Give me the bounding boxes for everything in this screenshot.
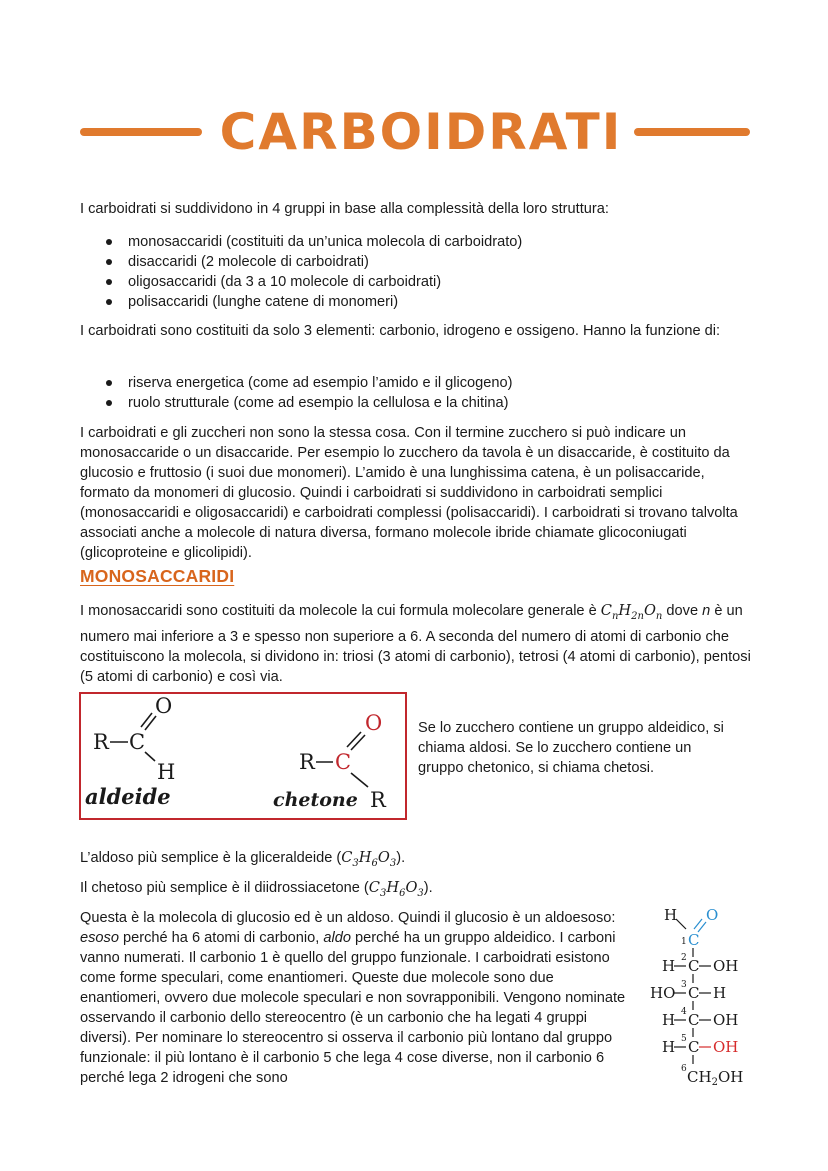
ketone-r2-atom: R (370, 788, 386, 812)
aldehyde-h-atom: H (157, 760, 176, 784)
glucose-c5-right: OH (713, 1038, 739, 1056)
general-formula: $C_nH_{2n}O_n$ (600, 602, 663, 622)
glucose-c2-right: OH (713, 957, 739, 975)
list-item: polisaccaridi (lunghe catene di monomeri) (80, 292, 752, 312)
glucose-c2-left: H (662, 957, 676, 975)
ketone-o-atom: O (365, 711, 383, 735)
aldehyde-c-atom: C (129, 730, 146, 754)
groups-list (80, 232, 752, 312)
glucose-c1: C (688, 931, 700, 949)
carbon-number-5: 5 (681, 1034, 687, 1044)
list-item: oligosaccaridi (da 3 a 10 molecole di carboidrati) (80, 272, 752, 292)
bullet-icon (106, 380, 112, 386)
glucose-c3: C (688, 984, 700, 1002)
bullet-icon (106, 299, 112, 305)
list-item: riserva energetica (come ad esempio l’amido e il glicogeno) (80, 373, 752, 393)
aldose-ketose-note: Se lo zucchero contiene un gruppo aldeidico, si chiama aldosi. Se lo zucchero contiene un gruppo chetonico, si chiama chetosi. (418, 720, 724, 776)
glyceraldehyde-formula: $C_3H_6O_3$ (341, 849, 397, 869)
glucose-c4: C (688, 1011, 700, 1029)
carbon-number-6: 6 (681, 1064, 687, 1074)
glucose-c5: C (688, 1038, 700, 1056)
list-item: monosaccaridi (costituiti da un’unica molecola di carboidrato) (80, 232, 752, 252)
glucose-c4-left: H (662, 1011, 676, 1029)
aldehyde-label: aldeide (85, 784, 171, 809)
carbon-number-1: 1 (681, 937, 687, 947)
glucose-c3-right: H (713, 984, 727, 1002)
list-item: ruolo strutturale (come ad esempio la cellulosa e la chitina) (80, 393, 752, 413)
glucose-fischer-projection (640, 905, 760, 1095)
title-decoration-right (634, 128, 750, 136)
aldehyde-r-atom: R (93, 730, 109, 754)
ketone-label: chetone (273, 789, 358, 811)
glucose-c2: C (688, 957, 700, 975)
bullet-icon (106, 239, 112, 245)
ketone-r-atom: R (299, 750, 315, 774)
functional-groups-diagram (81, 694, 405, 818)
aldehyde-ketone-figure (79, 692, 407, 820)
carbon-number-2: 2 (681, 953, 687, 963)
title-banner (80, 100, 750, 164)
glucose-top-h: H (664, 906, 678, 924)
simplest-ketose: Il chetoso più semplice è il diidrossiacetone $(C_3H_6O_3)$. (80, 879, 433, 899)
elements-paragraph: I carboidrati sono costituiti da solo 3 elementi: carbonio, idrogeno e ossigeno. Hanno la funzione di: (80, 323, 721, 339)
monosaccharides-paragraph: I monosaccaridi sono costituiti da molecole la cui formula molecolare generale è $C_nH_{2n}O_n$ dove n è un numero mai inferiore a 3 e spesso non superiore a 6. A seconda del numero di atomi di carbonio che costituiscono la molecola, si dividono in: triosi (3 atomi di carbonio), tetrosi (4 atomi di carbonio), pentosi (5 atomi di carbonio) e così via. (80, 602, 751, 685)
bullet-icon (106, 400, 112, 406)
list-item: disaccaridi (2 molecole di carboidrati) (80, 252, 752, 272)
aldehyde-o-atom: O (155, 694, 173, 718)
glucose-top-o: O (706, 906, 719, 924)
glucose-c5-left: H (662, 1038, 676, 1056)
carbon-number-3: 3 (681, 980, 687, 990)
simplest-aldose: L’aldoso più semplice è la gliceraldeide $(C_3H_6O_3)$. (80, 849, 406, 869)
glucose-c4-right: OH (713, 1011, 739, 1029)
page-title: CARBOIDRATI (219, 103, 623, 161)
bullet-icon (106, 279, 112, 285)
title-decoration-left (80, 128, 202, 136)
functions-list (80, 373, 752, 413)
carbon-number-4: 4 (681, 1007, 687, 1017)
dihydroxyacetone-formula: $C_3H_6O_3$ (368, 879, 424, 899)
intro-paragraph: I carboidrati si suddividono in 4 gruppi in base alla complessità della loro struttura: (80, 201, 609, 217)
sugars-paragraph: I carboidrati e gli zuccheri non sono la stessa cosa. Con il termine zucchero si può indicare un monosaccaride o un disaccaride. Per esempio lo zucchero da tavola è un disaccaride, è costituito da glucosio e fruttosio (i suoi due monomeri). L’amido è una lunghissima catena, è un polisaccaride, formato da monomeri di glucosio. Quindi i carboidrati si suddividono in carboidrati semplici (monosaccaridi e oligosaccaridi) e carboidrati complessi (polisaccaridi). I carboidrati si trovano talvolta associati anche a molecole di natura diversa, formano molecole ibride chiamate glicoconiugati (glicoproteine e glicolipidi). (80, 425, 738, 561)
ketone-c-atom: C (335, 750, 352, 774)
glucose-paragraph: Questa è la molecola di glucosio ed è un aldoso. Quindi il glucosio è un aldoesoso: esoso perché ha 6 atomi di carbonio, aldo perché ha un gruppo aldeidico. I carboni vanno numerati. Il carbonio 1 è quello del gruppo funzionale. I carboidrati esistono come forme speculari, come enantiomeri. Queste due molecole sono due enantiomeri, ovvero due molecole speculari e non sovrapponibili. Vengono nominate osservando il carbonio dello stereocentro (è un carbonio che ha legati 4 gruppi diversi). Per nominare lo stereocentro si osserva il carbonio più lontano dal gruppo funzionale: il più lontano è il carbonio 5 che lega 4 cose diverse, non il carbonio 6 perché lega 2 idrogeni che sono (80, 910, 626, 1086)
glucose-structure (640, 905, 760, 1099)
section-heading-monosaccaridi: MONOSACCARIDI (80, 566, 235, 586)
glucose-c6: $CH_2OH$ (687, 1068, 744, 1088)
bullet-icon (106, 259, 112, 265)
glucose-c3-left: HO (650, 984, 676, 1002)
